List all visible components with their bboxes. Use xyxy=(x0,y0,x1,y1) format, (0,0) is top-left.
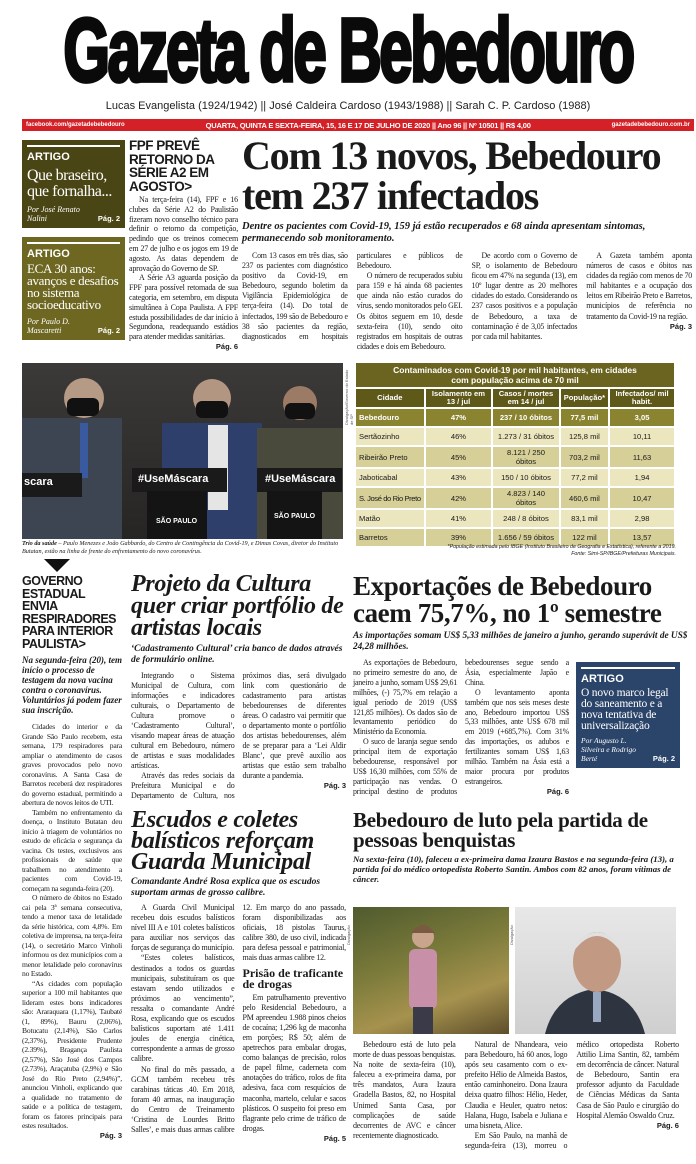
photo-roberto-santin xyxy=(515,907,676,1034)
table-title: Contaminados com Covid-19 por mil habitantes, em cidades com população acima de 70 mil xyxy=(356,363,674,387)
table-row xyxy=(356,447,674,467)
luto-article xyxy=(353,810,691,884)
woman-portrait xyxy=(353,907,509,1034)
artigo-label: ARTIGO xyxy=(27,248,70,260)
data-table xyxy=(354,387,676,548)
paragraph: Bebedouro está de luto pela morte de duas pessoas benquistas. Na noite de sexta-feira (10), faleceu a ex-primeira dama, por três mandatos, Aura Izaura Gradella Bastos, 82, no Hospital Unimed Santa Casa, por complicações de saúde decorrentes de AVC e câncer recentemente diagnosticado. xyxy=(353,1040,456,1140)
table-notes xyxy=(354,544,676,557)
arrow-down-icon xyxy=(44,559,70,572)
table-cell: 11,63 xyxy=(610,447,674,467)
luto-headline[interactable]: Bebedouro de luto pela partida de pessoas benquistas xyxy=(353,808,648,852)
table-cell: 47% xyxy=(426,409,492,426)
left-artigo-column xyxy=(22,140,125,340)
paragraph: Em patrulhamento preventivo pelo Residencial Bebedouro, a PM apreendeu 1.988 pinos cheios de cocaína; 1,296 kg de maconha em porções; R$ 50; além de apetrechos para embalar drogas, como balanças de precisão, rolos de papel filme, caderneta com anotações do tráfico, rolos de fita adesiva, faca com resquícios de maconha, martelo, celular e sacos plásticos. O suspeito foi preso em flagrante pelo crime de tráfico de drogas. xyxy=(242,992,346,1133)
table-cell: 237 / 10 óbitos xyxy=(493,409,558,426)
subhead: Prisão de traficante de drogas xyxy=(242,965,344,992)
table-source: Fonte: Simi-SP/IBGE/Prefeituras Municipais. xyxy=(571,550,676,557)
table-cell: 122 mil xyxy=(561,529,608,546)
table-cell: 4.823 / 140 óbitos xyxy=(493,488,558,508)
governo-subtitle: Na segunda-feira (20), tem início o processo de testagem da nova vacina contra o coronavírus. Voluntários já podem fazer sua inscrição. xyxy=(22,655,122,715)
table-row xyxy=(356,469,674,486)
sign-logo: SÃO PAULO xyxy=(156,518,198,525)
paragraph: As exportações de Bebedouro, no primeiro semestre do ano, de janeiro a junho, somam US$ 29,61 milhões, (-) 75,7% em relação a igual período de 2019 (US$ 121,85 milhões). Os dados são de levantamento periódico do Ministério da Economia. xyxy=(353,658,457,737)
page-ref: Pág. 6 xyxy=(656,1120,679,1130)
main-subtitle: Dentre os pacientes com Covid-19, 159 já estão recuperados e 68 ainda apresentam sintomas, permanecendo sob monitoramento. xyxy=(242,221,646,244)
artigo-byline: Por José Renato Nalini xyxy=(27,205,80,223)
artigo-byline: Por Augusto L. Silveira e Rodrigo Berté xyxy=(581,736,636,763)
table-cell: Barretos xyxy=(356,529,424,546)
paragraph: A Série A3 aguarda posição da FPF para possível retomada de sua categoria, em setembro, em disputa simultânea à Copa Paulista. A FPF estuda possibilidades de dar início à Segundona, readequando estádios para atender medidas sanitárias. xyxy=(129,273,238,342)
paragraph: Em São Paulo, na manhã de segunda-feira (13), morreu o médico ortopedista Roberto Attilio Lima Santin, 82, também em decorrência de câncer. Natural de Bebedouro, Santin era professor adjunto da Faculdade de Ciências Médicas da Santa Casa de São Paulo e cirurgião do Hospital Alemão Oswaldo Cruz. xyxy=(464,1040,679,1150)
luto-body xyxy=(353,1040,679,1151)
table-cell: 43% xyxy=(426,469,492,486)
paragraph: A Guarda Civil Municipal recebeu dois escudos balísticos nível III A e 101 coletes balísticos para auxiliar nos serviços das forças de segurança do município. xyxy=(131,903,235,953)
sign-logo: SÃO PAULO xyxy=(274,513,316,520)
page-ref: Pág. 3 xyxy=(99,1130,122,1140)
paragraph: “Estes coletes balísticos, destinados a todos os guardas municipais, substituíram os que estavam sendo utilizados e próximos ao vencimento”, ressalta o comandante André Rosa, explicando que os escudos balísticos suportam até 1.411 joules de energia cinética, correspondente a armas de grosso calibre. xyxy=(131,953,235,1064)
caption-text: – Paulo Menezes e João Gabbardo, do Centro de Contingência da Covid-19, e Dimas Covas, diretor do Instituto Butatan, estão na linha de frente do enfrentamento do novo coronavírus. xyxy=(22,540,339,555)
table-row xyxy=(356,488,674,508)
export-headline[interactable]: Exportações de Bebedouro caem 75,7%, no 1º semestre xyxy=(353,571,662,628)
newspaper-title: Gazeta de Bebedouro xyxy=(63,0,633,101)
cultura-article xyxy=(131,573,346,801)
artigo-label: ARTIGO xyxy=(27,151,70,163)
table-cell: 8.121 / 250 óbitos xyxy=(493,447,558,467)
artigo-label: ARTIGO xyxy=(581,673,624,685)
table-cell: 46% xyxy=(426,428,492,445)
escudos-headline[interactable]: Escudos e coletes balísticos reforçam Guarda Municipal xyxy=(131,807,314,875)
governo-headline[interactable]: GOVERNO ESTADUAL ENVIA RESPIRADORES PARA INTERIOR PAULISTA> xyxy=(22,574,117,651)
table-cell: Sertãozinho xyxy=(356,428,424,445)
photo-health-officials xyxy=(22,363,343,539)
cultura-headline[interactable]: Projeto da Cultura quer criar portfólio de artistas locais xyxy=(131,571,344,641)
table-cell: 1.656 / 59 óbitos xyxy=(493,529,558,546)
sign-text: #UseMáscara xyxy=(138,473,209,485)
table-cell: 45% xyxy=(426,447,492,467)
table-cell: 2,98 xyxy=(610,510,674,527)
fpf-headline[interactable]: FPF PREVÊ RETORNO DA SÉRIE A2 EM AGOSTO> xyxy=(129,138,215,194)
photo-credit: Divulgação xyxy=(346,925,351,945)
facebook-link[interactable]: facebook.com/gazetadebebedouro xyxy=(26,122,125,128)
paragraph: Na terça-feira (14), FPF e 16 clubes da Série A2 do Paulistão fizeram novo conselho técnico para definir o retorno da competição, pedindo que os treinos comecem em 27 de julho e os jogos em 19 de agosto. As datas dependem de aprovação do Governo de SP. xyxy=(129,195,238,273)
paragraph: Com 13 casos em três dias, são 237 os pacientes com diagnóstico positivo da Covid-19, em Bebedouro, segundo boletim da Vigilância Epidemiológica de terça-feira (14). Do total de infectados, 199 são de Bebedouro e 38 são pacientes da região, diagnosticados em hospitais particulares e públicos de Bebedouro. xyxy=(242,251,463,341)
paragraph: Através das redes sociais da Prefeitura Municipal e do Departamento de Cultura, nos próximos dias, será divulgado link com questionário de cadastramento para artistas bebedourenses de diferentes áreas. O cadastro vai permitir que o departamento monte o portfólio dos artistas bebedourenses, além de se preparar para a ‘Lei Aldir Blanc’, que prevê auxílio aos artistas que estão sem trabalho durante a pandemia. xyxy=(131,671,346,800)
export-subtitle: As importações somam US$ 5,33 milhões de janeiro a junho, gerando superávit de US$ 24,28 milhões. xyxy=(353,631,688,652)
edition-info: QUARTA, QUINTA E SEXTA-FEIRA, 15, 16 E 17 DE JULHO DE 2020 || Ano 96 || Nº 10501 || R$ 4,00 xyxy=(205,120,531,130)
covid-table xyxy=(354,363,676,548)
table-cell: 1.273 / 31 óbitos xyxy=(493,428,558,445)
table-cell: 77,2 mil xyxy=(561,469,608,486)
page-ref: Pág. 6 xyxy=(215,341,238,351)
main-headline[interactable]: Com 13 novos, Bebedouro tem 237 infectados xyxy=(242,133,661,218)
column-header: População* xyxy=(561,389,608,407)
paragraph: O número de óbitos no Estado cai pela 3ª semana consecutiva, tendo a menor taxa de letalidade da série histórica, com 4,8%. Em coletiva de imprensa, na terça-feira (14), o secretário Marco Vinholi informou os dez municípios com a menor letalidade pelo coronavírus no Estado. xyxy=(22,893,122,978)
table-cell: 3,05 xyxy=(610,409,674,426)
column-header: Infectados/ mil habit. xyxy=(610,389,674,407)
page-ref: Pág. 2 xyxy=(652,754,675,763)
table-cell: 41% xyxy=(426,510,492,527)
artigo-box-2[interactable] xyxy=(22,237,125,340)
sign-text: scara xyxy=(24,476,53,488)
paragraph: No final do mês passado, a GCM também recebeu três carabinas táticas .40. Em 2018, foram 40 armas, na inauguração do Centro de Treinamento ‘Cristina de Lourdes Britto Salles’, e mais duas armas calibre 12. Em março do ano passado, foram disponibilizadas aos oficiais, 18 pistolas Taurus, calibre 380, de uso civil, indicada para defesa pessoal e patrimonial, mais duas armas calibre 12. xyxy=(131,903,346,1135)
luto-subtitle: Na sexta-feira (10), faleceu a ex-primeira dama Izaura Bastos e na segunda-feira (13), a partida foi do médico ortopedista Roberto Santin. Ambos com 82 anos, foram vítimas de câncer. xyxy=(353,854,674,884)
artigo-title: Que braseiro, que fornalha... xyxy=(27,167,112,200)
escudos-subtitle: Comandante André Rosa explica que os escudos suportam armas de grosso calibre. xyxy=(131,877,321,898)
paragraph: Natural de Nhandeara, veio para Bebedouro, há 60 anos, logo após seu casamento com o ex-prefeito Hélio de Almeida Bastos, então caminhoneiro. Dona Izaura deixa quatro filhos: Hélio, Heder, Claudia e Heuler, quatro netos: Halana, Hugo, Isabela e Juliana e uma bisneta, Alice. xyxy=(464,1040,568,1130)
table-cell: 10,11 xyxy=(610,428,674,445)
photo-credit: Divulgação xyxy=(509,925,514,945)
page-ref: Pág. 2 xyxy=(97,326,120,335)
masthead xyxy=(0,0,696,101)
caption-lead: Trio da saúde xyxy=(22,540,57,547)
man-portrait xyxy=(515,907,676,1034)
table-cell: 10,47 xyxy=(610,488,674,508)
fpf-article xyxy=(129,139,238,352)
paragraph: De acordo com o Governo de SP, o isolamento de Bebedouro ficou em 47% na segunda (13), em 10º lugar dentre as 20 melhores cidades do estado. Considerando os 237 casos positivos e a população de Bebedouro, a taxa de contaminação é de 3,05 infectados por cada mil habitantes. xyxy=(471,251,578,341)
table-cell: S. José do Rio Preto xyxy=(356,488,424,508)
table-cell: 42% xyxy=(426,488,492,508)
artigo-title: O novo marco legal do saneamento e a nova tentativa de universalização xyxy=(581,687,669,732)
table-cell: 703,2 mil xyxy=(561,447,608,467)
table-row xyxy=(356,428,674,445)
page-ref: Pág. 3 xyxy=(323,781,346,790)
table-cell: 460,6 mil xyxy=(561,488,608,508)
paragraph: O número de recuperados subiu para 159 e há ainda 68 pacientes que ainda não estão curados do vírus, sendo monitorados pelo GEI. Os óbitos seguem em 10, desde sexta-feira (10), sendo oito registrados em hospitais de outras cidades e dois em Bebedouro. xyxy=(356,271,463,351)
column-header: Cidade xyxy=(356,389,424,407)
cultura-subtitle: ‘Cadastramento Cultural’ cria banco de dados através de formulário online. xyxy=(131,644,343,665)
page-ref: Pág. 2 xyxy=(97,214,120,223)
page-ref: Pág. 6 xyxy=(546,786,569,796)
artigo-box-1[interactable] xyxy=(22,140,125,228)
table-cell: 1,94 xyxy=(610,469,674,486)
table-footnote: *População estimada pelo IBGE (Instituto Brasileiro de Geografia e Estatística), referente a 2019. xyxy=(447,544,676,550)
table-cell: Jaboticabal xyxy=(356,469,424,486)
table-cell: 39% xyxy=(426,529,492,546)
photo-izaura-bastos xyxy=(353,907,509,1034)
table-cell: Bebedouro xyxy=(356,409,424,426)
table-row xyxy=(356,510,674,527)
paragraph: Cidades do interior e da Grande São Paulo recebem, esta semana, 179 respiradores para ampliar o atendimento de casos graves provocados pelo novo coronavírus. A Santa Casa de Barretos receberá dez respiradores do governo estadual, permitindo a abertura de novos leitos de UTI. xyxy=(22,722,122,807)
column-header: Isolamento em 13 / jul xyxy=(426,389,492,407)
main-article xyxy=(242,133,692,352)
paragraph: Também no enfrentamento da doença, o Instituto Butatan deu início à triagem de voluntários no estudo de eficácia e segurança da vacina. Os testes, exclusivos aos profissionais de saúde que trabalhem no atendimento a pacientes com Covid-19, começam na segunda-feira (20). xyxy=(22,807,122,893)
governo-article xyxy=(22,575,122,1140)
table-cell: 125,8 mil xyxy=(561,428,608,445)
table-cell: Matão xyxy=(356,510,424,527)
table-cell: 248 / 8 óbitos xyxy=(493,510,558,527)
paragraph: “As cidades com população superior a 100 mil habitantes que lideram estes bons indicadores são: Araraquara (1,17%), Taubaté (1, 89%), Bauru (2,06%), Botucatu (2,14%), São Carlos (2,37%), Presidente Prudente (2.39%), Bragança Paulista (2,57%), São José dos Campos (2.73%), Araçatuba (2,9%) e São José do Rio Preto (2,94%)”, anunciou Vinholi, explicando que a qualidade no tratamento de saúde e a política de testagem, foram os fatores principais para estes resultados. xyxy=(22,978,122,1130)
photo-caption xyxy=(22,540,347,555)
paragraph: Integrando o Sistema Municipal de Cultura, com informações e indicadores culturais, o Departamento de Cultura promove o ‘Cadastramento Cultural’, visando mapear áreas de atuação cultural em Bebedouro, número de artistas e suas modalidades artísticas. xyxy=(131,671,235,770)
paragraph: O suco de laranja segue sendo principal item de exportação bebedourense, responsável por US$ 16,30 milhões, com 55% de participação nas vendas. O principal destino de produtos bebedourenses segue sendo a Ásia, especialmente Japão e China. xyxy=(353,658,569,796)
artigo-title: ECA 30 anos: avanços e desafios no sistema socioeducativo xyxy=(27,261,119,312)
column-header: Casos / mortes em 14 / jul xyxy=(493,389,558,407)
table-cell: 83,1 mil xyxy=(561,510,608,527)
artigo-byline: Por Paulo D. Mascaretti xyxy=(27,317,70,335)
page-ref: Pág. 3 xyxy=(669,321,692,331)
table-cell: Ribeirão Preto xyxy=(356,447,424,467)
founders-line: Lucas Evangelista (1924/1942) || José Caldeira Cardoso (1943/1988) || Sarah C. P. Cardoso (1988) xyxy=(105,100,591,112)
table-row xyxy=(356,409,674,426)
edition-bar xyxy=(22,119,694,131)
sign-text: #UseMáscara xyxy=(265,473,336,485)
table-cell: 77,5 mil xyxy=(561,409,608,426)
table-cell: 150 / 10 óbitos xyxy=(493,469,558,486)
table-cell: 13,57 xyxy=(610,529,674,546)
escudos-article xyxy=(131,807,346,1144)
site-link[interactable]: gazetadebebedouro.com.br xyxy=(611,122,690,128)
photo-credit: Divulgação/Governo do Estado de SP xyxy=(344,369,354,425)
artigo-box-3[interactable] xyxy=(576,662,680,768)
paragraph: A Gazeta também aponta números de casos e óbitos nas cidades da região com menos de 70 mil habitantes e a ocupação dos leitos em Ribeirão Preto e Barretos, municípios de referência no tratamento da Covid-19 na região. xyxy=(586,251,692,321)
paragraph: O levantamento aponta também que nos seis meses deste ano, Bebedouro importou US$ 5,33 milhões, ante US$ 678 mil em 2019 (+685,7%). Com 31% das importações, os adubos e fertilizantes somam US$ 1,63 milhão. Também na Ásia está a maior procura por produtos estrangeiros. xyxy=(465,687,569,786)
page-ref: Pág. 5 xyxy=(323,1133,346,1143)
